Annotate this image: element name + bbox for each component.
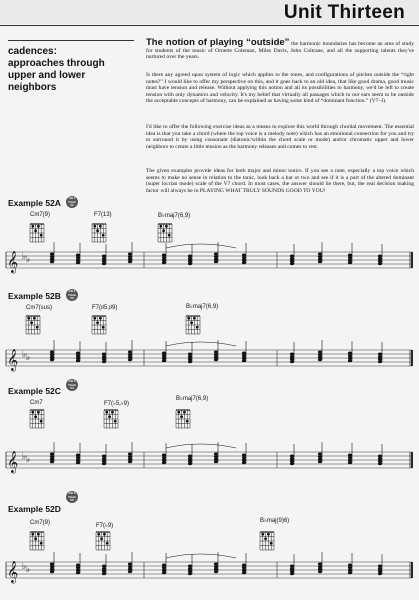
notehead <box>214 258 218 261</box>
notehead <box>290 565 294 568</box>
chord-grid-dot <box>97 533 100 536</box>
notehead <box>290 462 294 465</box>
chord-grid-dot <box>193 317 196 320</box>
chord-grid-dot <box>114 420 117 423</box>
notehead <box>242 352 246 355</box>
notehead <box>76 354 80 357</box>
notehead <box>348 564 352 567</box>
notehead <box>290 570 294 573</box>
notehead <box>162 256 166 259</box>
side-heading-line: cadences: <box>8 46 57 57</box>
notehead <box>76 569 80 572</box>
notehead <box>378 572 382 575</box>
notehead <box>348 456 352 459</box>
notehead <box>214 356 218 359</box>
chord-grid-dot <box>187 317 190 320</box>
notehead <box>318 260 322 263</box>
unit-title: Unit Thirteen <box>283 2 405 23</box>
notehead <box>214 255 218 258</box>
notehead <box>348 566 352 569</box>
chord-grid-dot <box>162 229 165 232</box>
notehead <box>76 566 80 569</box>
chord-symbol: B♭maj7(6,9) <box>186 304 219 310</box>
notehead <box>162 456 166 459</box>
notehead <box>128 351 132 354</box>
notehead <box>290 353 294 356</box>
notehead <box>102 260 106 263</box>
notehead <box>242 456 246 459</box>
notehead <box>76 564 80 567</box>
notehead <box>348 454 352 457</box>
notehead <box>128 453 132 456</box>
chord-symbol: F7(♭5,♭9) <box>104 401 129 407</box>
chord-grid-dot <box>100 537 103 540</box>
notehead <box>242 454 246 457</box>
notehead <box>378 570 382 573</box>
tie-arc <box>166 342 236 346</box>
key-signature-flat: ♭ <box>26 353 31 363</box>
notehead <box>128 356 132 359</box>
notehead <box>102 360 106 363</box>
notehead <box>50 255 54 258</box>
cd-track-badge: CD 1 Track 52 <box>66 196 78 208</box>
chord-symbol: Cm7(9) <box>30 520 51 526</box>
notehead <box>162 359 166 362</box>
notehead <box>50 253 54 256</box>
notehead <box>162 571 166 574</box>
notehead <box>162 454 166 457</box>
notehead <box>102 353 106 356</box>
notehead <box>128 570 132 573</box>
chord-grid-dot <box>37 225 40 228</box>
notehead <box>128 455 132 458</box>
chord-symbol: F7(13) <box>94 212 112 218</box>
notehead <box>188 358 192 361</box>
notehead <box>214 570 218 573</box>
notehead <box>348 352 352 355</box>
notehead <box>348 461 352 464</box>
notehead <box>50 258 54 261</box>
notehead <box>348 357 352 360</box>
notehead <box>162 357 166 360</box>
notehead <box>128 563 132 566</box>
chord-symbol: B♭maj7(6,9) <box>176 396 209 402</box>
tie-arc <box>166 444 236 448</box>
notehead <box>188 262 192 265</box>
notehead <box>378 457 382 460</box>
notehead <box>76 261 80 264</box>
notehead <box>318 255 322 258</box>
chord-grid-dot <box>96 229 99 232</box>
notehead <box>76 357 80 360</box>
notehead <box>318 356 322 359</box>
notehead <box>102 257 106 260</box>
notehead <box>318 258 322 261</box>
notehead <box>102 455 106 458</box>
notehead <box>188 457 192 460</box>
notehead <box>102 460 106 463</box>
chord-grid-dot <box>108 415 111 418</box>
notehead <box>318 351 322 354</box>
chord-grid-dot <box>105 411 108 414</box>
body-paragraph-4: The given examples provide ideas for both major and minor tonics. If you see a note, especially a top voice which seems to make no sense in relation to the tonic, look back a bar or two and see if it is a part of the altered dominant (super locrian mode) scale of the V7 chord. In most cases, the answer should lie there, but, the real decision making factor will always be in PLAYING WHAT TRULY SOUNDS GOOD TO YOU! <box>146 168 414 194</box>
notehead <box>318 353 322 356</box>
notehead <box>318 358 322 361</box>
notehead <box>188 572 192 575</box>
key-signature-flat: ♭ <box>26 255 31 265</box>
notehead <box>102 462 106 465</box>
notehead <box>76 454 80 457</box>
chord-symbol: Cm7(9) <box>30 212 51 218</box>
treble-clef: 𝄞 <box>7 349 19 371</box>
notehead <box>242 571 246 574</box>
notehead <box>76 256 80 259</box>
chord-grid-dot <box>40 234 43 237</box>
example-label: Example 52B <box>8 291 61 301</box>
notehead <box>76 461 80 464</box>
notehead <box>128 458 132 461</box>
chord-symbol: Cm7(sus) <box>26 305 53 311</box>
notehead <box>128 253 132 256</box>
notehead <box>188 460 192 463</box>
notehead <box>162 569 166 572</box>
notehead <box>214 253 218 256</box>
notehead <box>188 567 192 570</box>
chord-symbol: F7(♯5,♯9) <box>92 305 118 311</box>
cd-track-badge: CD 1 Track 54 <box>66 379 78 391</box>
key-signature-flat: ♭ <box>22 350 27 360</box>
notehead <box>102 262 106 265</box>
example-label: Example 52C <box>8 386 61 396</box>
notehead <box>214 565 218 568</box>
notehead <box>188 255 192 258</box>
key-signature-flat: ♭ <box>26 455 31 465</box>
chord-grid-dot <box>267 533 270 536</box>
chord-grid-dot <box>33 317 36 320</box>
chord-grid-dot <box>106 542 109 545</box>
chord-grid-dot <box>190 321 193 324</box>
notehead <box>318 253 322 256</box>
notehead <box>378 455 382 458</box>
notehead <box>188 257 192 260</box>
chord-grid-dot <box>270 542 273 545</box>
notehead <box>102 572 106 575</box>
notehead <box>348 571 352 574</box>
notehead <box>290 360 294 363</box>
chord-grid-dot <box>37 533 40 536</box>
notehead <box>242 254 246 257</box>
notehead <box>50 351 54 354</box>
notehead <box>290 257 294 260</box>
notehead <box>76 259 80 262</box>
notehead <box>318 453 322 456</box>
notehead <box>214 563 218 566</box>
notehead <box>50 568 54 571</box>
notehead <box>76 359 80 362</box>
notehead <box>76 456 80 459</box>
notehead <box>318 565 322 568</box>
notehead <box>162 259 166 262</box>
notehead <box>102 358 106 361</box>
notehead <box>242 357 246 360</box>
chord-grid-dot <box>102 326 105 329</box>
notehead <box>290 262 294 265</box>
notehead <box>378 360 382 363</box>
chord-grid-dot <box>261 533 264 536</box>
notehead <box>290 255 294 258</box>
notehead <box>290 358 294 361</box>
chord-grid-dot <box>96 321 99 324</box>
chord-grid-dot <box>168 234 171 237</box>
notehead <box>378 255 382 258</box>
notehead <box>318 568 322 571</box>
notehead <box>214 568 218 571</box>
notehead <box>76 459 80 462</box>
body-paragraph-2: Is there any agreed upon system of logic which applies to the tones, and configurations of pitches outside the “right notes?” I would like to offer my perspective on this, and it goes back to an old idea, that like good drama, good music must have tension and release. Without applying this notion and all its possibilities to harmony, we'd be left to create tension with only dynamics and velocity. It's my belief that virtually all passages which to our ears seem to be outside the acceptable concepts of harmony, can be explained as having some kind of “dominant function.” (V7–I). <box>146 72 414 105</box>
notehead <box>214 455 218 458</box>
chord-symbol: B♭maj(9)6) <box>260 518 290 524</box>
notehead <box>50 458 54 461</box>
chord-grid-dot <box>31 411 34 414</box>
chord-grid-dot <box>40 420 43 423</box>
chord-grid-dot <box>36 326 39 329</box>
chord-grid-dot <box>31 533 34 536</box>
notehead <box>290 572 294 575</box>
notehead <box>128 460 132 463</box>
notehead <box>76 571 80 574</box>
notehead <box>50 565 54 568</box>
notehead <box>162 459 166 462</box>
notehead <box>102 565 106 568</box>
chord-grid-dot <box>165 225 168 228</box>
notehead <box>348 261 352 264</box>
notehead <box>50 260 54 263</box>
chord-grid-dot <box>196 326 199 329</box>
notehead <box>162 352 166 355</box>
chord-grid-dot <box>27 317 30 320</box>
notehead <box>378 260 382 263</box>
notehead <box>290 355 294 358</box>
notehead <box>348 569 352 572</box>
notehead <box>242 256 246 259</box>
notehead <box>348 256 352 259</box>
key-signature-flat: ♭ <box>22 562 27 572</box>
notehead <box>50 570 54 573</box>
notehead <box>242 359 246 362</box>
notehead <box>214 351 218 354</box>
chord-grid-dot <box>159 225 162 228</box>
notehead <box>188 260 192 263</box>
chord-grid-dot <box>102 234 105 237</box>
treble-clef: 𝄞 <box>7 251 19 273</box>
chord-grid-dot <box>183 411 186 414</box>
notehead <box>128 358 132 361</box>
notehead <box>188 455 192 458</box>
notehead <box>378 460 382 463</box>
chord-grid-dot <box>103 533 106 536</box>
notehead <box>378 358 382 361</box>
chord-grid-dot <box>34 537 37 540</box>
tie-arc <box>166 244 236 248</box>
notehead <box>214 460 218 463</box>
notehead <box>290 460 294 463</box>
tie-arc <box>166 554 236 558</box>
chord-grid-dot <box>99 225 102 228</box>
notehead <box>348 459 352 462</box>
notehead <box>214 260 218 263</box>
key-signature-flat: ♭ <box>22 252 27 262</box>
notehead <box>188 565 192 568</box>
notehead <box>348 254 352 257</box>
example-label: Example 52D <box>8 504 61 514</box>
chord-grid-dot <box>93 317 96 320</box>
notehead <box>214 453 218 456</box>
notehead <box>50 563 54 566</box>
notehead <box>242 566 246 569</box>
side-heading-line: upper and lower neighbors <box>8 70 86 93</box>
notehead <box>318 460 322 463</box>
chord-grid-dot <box>34 229 37 232</box>
notehead <box>50 460 54 463</box>
notehead <box>378 462 382 465</box>
notehead <box>188 360 192 363</box>
notehead <box>162 261 166 264</box>
key-signature-flat: ♭ <box>26 565 31 575</box>
chord-grid-dot <box>93 225 96 228</box>
notehead <box>102 255 106 258</box>
notehead <box>102 457 106 460</box>
notehead <box>318 570 322 573</box>
notehead <box>318 458 322 461</box>
body-paragraph-1-text: the harmonic boundaries has become an area of study for students of the music of Ornette Coleman, Miles Davis, John Coltrane, and all the supporting talents they've nurtured over the years. <box>146 41 414 61</box>
cd-track-badge: CD 1 Track 53 <box>66 289 78 301</box>
notehead <box>128 260 132 263</box>
notehead <box>102 567 106 570</box>
notehead <box>348 259 352 262</box>
notehead <box>76 352 80 355</box>
notehead <box>378 565 382 568</box>
notehead <box>242 564 246 567</box>
notehead <box>162 564 166 567</box>
chord-grid-dot <box>31 225 34 228</box>
notehead <box>378 567 382 570</box>
notehead <box>290 457 294 460</box>
chord-symbol: F7(♭9) <box>96 523 114 529</box>
lead-heading: The notion of playing “outside” <box>146 37 290 48</box>
treble-clef: 𝄞 <box>7 451 19 473</box>
notehead <box>128 353 132 356</box>
notehead <box>50 356 54 359</box>
notehead <box>50 358 54 361</box>
notehead <box>348 359 352 362</box>
notehead <box>162 461 166 464</box>
notehead <box>214 458 218 461</box>
notehead <box>214 358 218 361</box>
notehead <box>102 570 106 573</box>
notehead <box>188 353 192 356</box>
notehead <box>242 569 246 572</box>
notehead <box>76 254 80 257</box>
notehead <box>128 568 132 571</box>
notehead <box>188 355 192 358</box>
chord-grid-dot <box>99 317 102 320</box>
chord-symbol: Cm7 <box>30 400 43 406</box>
notehead <box>242 261 246 264</box>
notehead <box>318 563 322 566</box>
chord-symbol: B♭maj7(6,9) <box>158 213 191 219</box>
chord-grid-dot <box>111 411 114 414</box>
notehead <box>128 565 132 568</box>
chord-grid-dot <box>177 411 180 414</box>
notehead <box>128 258 132 261</box>
side-heading-line: approaches through <box>8 58 105 69</box>
notehead <box>318 455 322 458</box>
notehead <box>214 353 218 356</box>
notehead <box>162 354 166 357</box>
chord-grid-dot <box>34 415 37 418</box>
treble-clef: 𝄞 <box>7 561 19 583</box>
chord-grid-dot <box>186 420 189 423</box>
chord-grid-dot <box>264 537 267 540</box>
key-signature-flat: ♭ <box>22 452 27 462</box>
notehead <box>128 255 132 258</box>
chord-grid-dot <box>40 542 43 545</box>
notehead <box>378 355 382 358</box>
notehead <box>242 259 246 262</box>
notehead <box>348 354 352 357</box>
notehead <box>50 455 54 458</box>
notehead <box>242 461 246 464</box>
notehead <box>242 459 246 462</box>
notehead <box>162 566 166 569</box>
chord-grid-dot <box>30 321 33 324</box>
notehead <box>242 354 246 357</box>
body-paragraph-3: I'd like to offer the following exercise ideas as a means to explore this world through chordal movement. The essential idea is that you take a chord (where the top voice is a melody note) which has an emotional connection for you and try to surround it by using consonant (diatonic/within the chord scale or mode) and/or chromatic upper and lower neighbors to create a little tension as the harmony releases and comes to rest. <box>146 124 414 150</box>
cd-track-badge: CD 1 Track 55 <box>66 491 78 503</box>
notehead <box>378 257 382 260</box>
chord-grid-dot <box>37 411 40 414</box>
notehead <box>162 254 166 257</box>
notehead <box>378 353 382 356</box>
notehead <box>290 260 294 263</box>
example-label: Example 52A <box>8 198 61 208</box>
notehead <box>290 455 294 458</box>
notehead <box>188 570 192 573</box>
notehead <box>378 262 382 265</box>
chord-grid-dot <box>180 415 183 418</box>
notehead <box>50 353 54 356</box>
notehead <box>102 355 106 358</box>
notehead <box>290 567 294 570</box>
notehead <box>188 462 192 465</box>
notehead <box>50 453 54 456</box>
